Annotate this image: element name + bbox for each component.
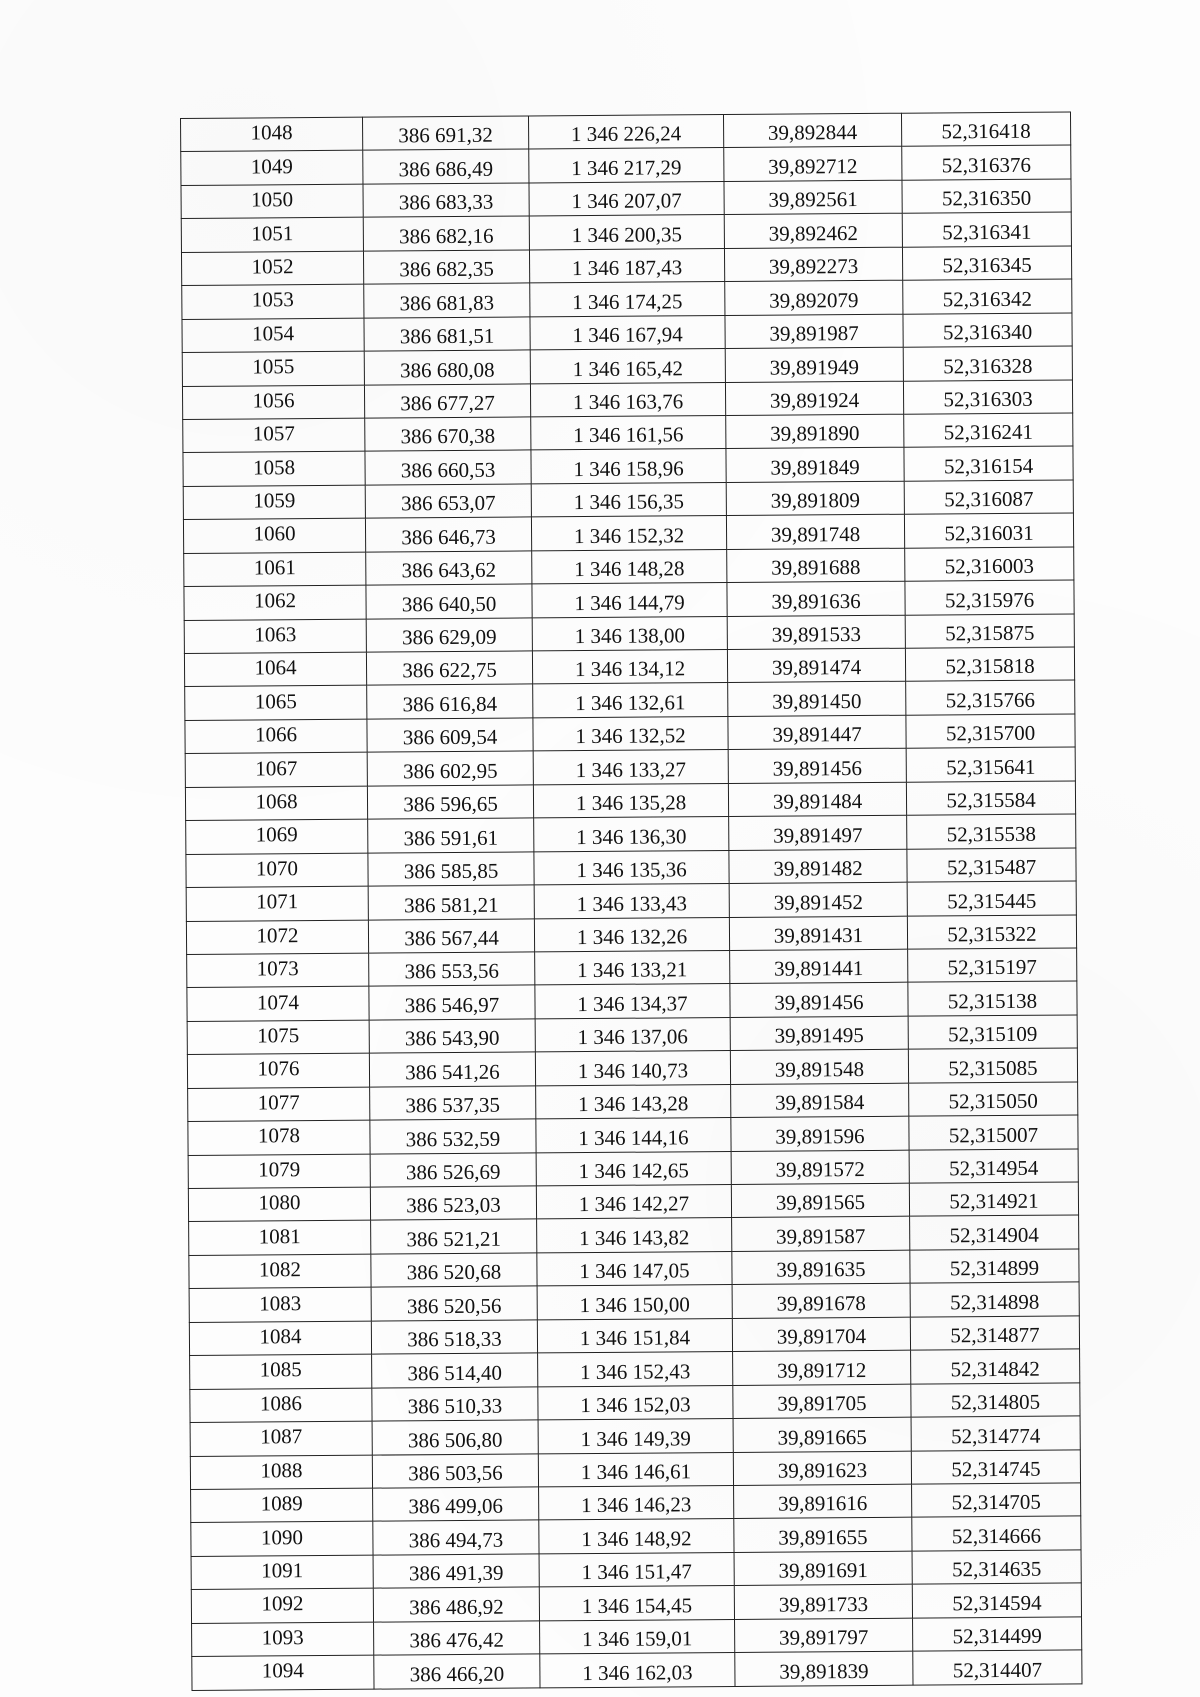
y-coordinate-cell: 1 346 135,36 bbox=[534, 850, 729, 885]
latitude-cell: 52,315197 bbox=[908, 948, 1077, 983]
x-coordinate-cell: 386 466,20 bbox=[374, 1654, 540, 1689]
y-coordinate-cell: 1 346 165,42 bbox=[530, 349, 725, 384]
y-coordinate-cell: 1 346 161,56 bbox=[531, 415, 726, 450]
y-coordinate-cell: 1 346 148,28 bbox=[532, 549, 727, 584]
point-number-cell: 1053 bbox=[182, 284, 364, 319]
point-number-cell: 1083 bbox=[189, 1287, 371, 1322]
latitude-cell: 52,314774 bbox=[911, 1416, 1080, 1451]
latitude-cell: 52,314745 bbox=[911, 1449, 1080, 1484]
point-number-cell: 1064 bbox=[184, 652, 366, 687]
x-coordinate-cell: 386 510,33 bbox=[372, 1387, 538, 1422]
longitude-cell: 39,891565 bbox=[731, 1183, 909, 1218]
y-coordinate-cell: 1 346 163,76 bbox=[530, 382, 725, 417]
latitude-cell: 52,316342 bbox=[903, 279, 1072, 314]
x-coordinate-cell: 386 567,44 bbox=[368, 918, 534, 953]
coordinates-table-body bbox=[181, 112, 1082, 1690]
longitude-cell: 39,891441 bbox=[730, 949, 908, 984]
latitude-cell: 52,315641 bbox=[906, 747, 1075, 782]
x-coordinate-cell: 386 581,21 bbox=[368, 885, 534, 920]
point-number-cell: 1091 bbox=[191, 1555, 373, 1590]
longitude-cell: 39,891456 bbox=[730, 983, 908, 1018]
x-coordinate-cell: 386 591,61 bbox=[368, 818, 534, 853]
point-number-cell: 1090 bbox=[191, 1521, 373, 1556]
latitude-cell: 52,315584 bbox=[906, 781, 1075, 816]
point-number-cell: 1076 bbox=[187, 1053, 369, 1088]
y-coordinate-cell: 1 346 200,35 bbox=[529, 215, 724, 250]
latitude-cell: 52,315538 bbox=[907, 814, 1076, 849]
latitude-cell: 52,314877 bbox=[910, 1316, 1079, 1351]
point-number-cell: 1082 bbox=[189, 1254, 371, 1289]
latitude-cell: 52,315976 bbox=[905, 580, 1074, 615]
point-number-cell: 1070 bbox=[186, 853, 368, 888]
x-coordinate-cell: 386 514,40 bbox=[372, 1353, 538, 1388]
x-coordinate-cell: 386 640,50 bbox=[366, 584, 532, 619]
latitude-cell: 52,316303 bbox=[903, 379, 1072, 414]
x-coordinate-cell: 386 691,32 bbox=[362, 116, 528, 151]
longitude-cell: 39,892079 bbox=[725, 280, 903, 315]
point-number-cell: 1079 bbox=[188, 1154, 370, 1189]
latitude-cell: 52,316241 bbox=[904, 413, 1073, 448]
x-coordinate-cell: 386 596,65 bbox=[367, 785, 533, 820]
point-number-cell: 1060 bbox=[183, 518, 365, 553]
x-coordinate-cell: 386 486,92 bbox=[373, 1587, 539, 1622]
x-coordinate-cell: 386 476,42 bbox=[374, 1621, 540, 1656]
point-number-cell: 1067 bbox=[185, 752, 367, 787]
point-number-cell: 1093 bbox=[192, 1622, 374, 1657]
x-coordinate-cell: 386 682,35 bbox=[363, 250, 529, 285]
point-number-cell: 1085 bbox=[190, 1354, 372, 1389]
y-coordinate-cell: 1 346 152,03 bbox=[538, 1385, 733, 1420]
latitude-cell: 52,316031 bbox=[904, 513, 1073, 548]
latitude-cell: 52,315050 bbox=[909, 1082, 1078, 1117]
point-number-cell: 1092 bbox=[191, 1588, 373, 1623]
latitude-cell: 52,316418 bbox=[901, 112, 1070, 147]
x-coordinate-cell: 386 602,95 bbox=[367, 751, 533, 786]
latitude-cell: 52,314407 bbox=[913, 1650, 1082, 1685]
longitude-cell: 39,891655 bbox=[734, 1518, 912, 1553]
x-coordinate-cell: 386 643,62 bbox=[366, 551, 532, 586]
longitude-cell: 39,891635 bbox=[732, 1250, 910, 1285]
y-coordinate-cell: 1 346 152,43 bbox=[538, 1352, 733, 1387]
latitude-cell: 52,315766 bbox=[906, 680, 1075, 715]
x-coordinate-cell: 386 609,54 bbox=[367, 718, 533, 753]
x-coordinate-cell: 386 546,97 bbox=[369, 985, 535, 1020]
y-coordinate-cell: 1 346 152,32 bbox=[531, 516, 726, 551]
point-number-cell: 1051 bbox=[181, 217, 363, 252]
point-number-cell: 1087 bbox=[190, 1421, 372, 1456]
y-coordinate-cell: 1 346 133,43 bbox=[534, 884, 729, 919]
longitude-cell: 39,891636 bbox=[727, 581, 905, 616]
y-coordinate-cell: 1 346 134,12 bbox=[532, 650, 727, 685]
point-number-cell: 1048 bbox=[181, 117, 363, 152]
y-coordinate-cell: 1 346 142,65 bbox=[536, 1151, 731, 1186]
point-number-cell: 1086 bbox=[190, 1388, 372, 1423]
y-coordinate-cell: 1 346 187,43 bbox=[529, 248, 724, 283]
longitude-cell: 39,891797 bbox=[735, 1618, 913, 1653]
longitude-cell: 39,891482 bbox=[729, 849, 907, 884]
point-number-cell: 1069 bbox=[186, 819, 368, 854]
x-coordinate-cell: 386 670,38 bbox=[365, 417, 531, 452]
point-number-cell: 1068 bbox=[185, 786, 367, 821]
x-coordinate-cell: 386 521,21 bbox=[371, 1219, 537, 1254]
x-coordinate-cell: 386 660,53 bbox=[365, 450, 531, 485]
x-coordinate-cell: 386 506,80 bbox=[372, 1420, 538, 1455]
point-number-cell: 1052 bbox=[181, 251, 363, 286]
latitude-cell: 52,316154 bbox=[904, 446, 1073, 481]
point-number-cell: 1059 bbox=[183, 485, 365, 520]
x-coordinate-cell: 386 616,84 bbox=[367, 684, 533, 719]
y-coordinate-cell: 1 346 132,26 bbox=[534, 917, 729, 952]
x-coordinate-cell: 386 532,59 bbox=[370, 1119, 536, 1154]
y-coordinate-cell: 1 346 144,79 bbox=[532, 583, 727, 618]
y-coordinate-cell: 1 346 167,94 bbox=[530, 315, 725, 350]
latitude-cell: 52,314921 bbox=[909, 1182, 1078, 1217]
y-coordinate-cell: 1 346 138,00 bbox=[532, 616, 727, 651]
latitude-cell: 52,315487 bbox=[907, 848, 1076, 883]
longitude-cell: 39,891839 bbox=[735, 1651, 913, 1686]
y-coordinate-cell: 1 346 217,29 bbox=[529, 148, 724, 183]
longitude-cell: 39,891548 bbox=[730, 1049, 908, 1084]
longitude-cell: 39,892273 bbox=[724, 247, 902, 282]
longitude-cell: 39,891704 bbox=[732, 1317, 910, 1352]
point-number-cell: 1057 bbox=[183, 418, 365, 453]
y-coordinate-cell: 1 346 151,84 bbox=[537, 1318, 732, 1353]
latitude-cell: 52,314842 bbox=[911, 1349, 1080, 1384]
point-number-cell: 1078 bbox=[188, 1120, 370, 1155]
y-coordinate-cell: 1 346 149,39 bbox=[538, 1419, 733, 1454]
point-number-cell: 1054 bbox=[182, 318, 364, 353]
point-number-cell: 1049 bbox=[181, 151, 363, 186]
point-number-cell: 1062 bbox=[184, 585, 366, 620]
longitude-cell: 39,891665 bbox=[733, 1417, 911, 1452]
longitude-cell: 39,891456 bbox=[728, 749, 906, 784]
latitude-cell: 52,315322 bbox=[907, 914, 1076, 949]
point-number-cell: 1056 bbox=[182, 385, 364, 420]
latitude-cell: 52,315007 bbox=[909, 1115, 1078, 1150]
y-coordinate-cell: 1 346 156,35 bbox=[531, 482, 726, 517]
x-coordinate-cell: 386 553,56 bbox=[369, 952, 535, 987]
longitude-cell: 39,891616 bbox=[734, 1484, 912, 1519]
latitude-cell: 52,315700 bbox=[906, 714, 1075, 749]
longitude-cell: 39,891890 bbox=[726, 414, 904, 449]
x-coordinate-cell: 386 653,07 bbox=[365, 484, 531, 519]
x-coordinate-cell: 386 646,73 bbox=[365, 517, 531, 552]
y-coordinate-cell: 1 346 142,27 bbox=[536, 1184, 731, 1219]
x-coordinate-cell: 386 681,51 bbox=[364, 317, 530, 352]
latitude-cell: 52,314635 bbox=[912, 1550, 1081, 1585]
point-number-cell: 1063 bbox=[184, 619, 366, 654]
latitude-cell: 52,314899 bbox=[910, 1249, 1079, 1284]
x-coordinate-cell: 386 680,08 bbox=[364, 350, 530, 385]
longitude-cell: 39,891748 bbox=[726, 514, 904, 549]
point-number-cell: 1073 bbox=[187, 953, 369, 988]
x-coordinate-cell: 386 520,68 bbox=[371, 1253, 537, 1288]
point-number-cell: 1089 bbox=[191, 1488, 373, 1523]
y-coordinate-cell: 1 346 132,61 bbox=[533, 683, 728, 718]
longitude-cell: 39,892844 bbox=[723, 113, 901, 148]
latitude-cell: 52,315818 bbox=[905, 647, 1074, 682]
y-coordinate-cell: 1 346 159,01 bbox=[540, 1619, 735, 1654]
longitude-cell: 39,891949 bbox=[725, 347, 903, 382]
longitude-cell: 39,891587 bbox=[732, 1217, 910, 1252]
y-coordinate-cell: 1 346 162,03 bbox=[540, 1653, 735, 1688]
longitude-cell: 39,891431 bbox=[729, 916, 907, 951]
x-coordinate-cell: 386 585,85 bbox=[368, 852, 534, 887]
point-number-cell: 1084 bbox=[189, 1321, 371, 1356]
x-coordinate-cell: 386 499,06 bbox=[373, 1487, 539, 1522]
latitude-cell: 52,316345 bbox=[902, 246, 1071, 281]
latitude-cell: 52,314904 bbox=[910, 1215, 1079, 1250]
latitude-cell: 52,316087 bbox=[904, 480, 1073, 515]
y-coordinate-cell: 1 346 226,24 bbox=[528, 115, 723, 150]
longitude-cell: 39,891572 bbox=[731, 1150, 909, 1185]
y-coordinate-cell: 1 346 133,21 bbox=[535, 950, 730, 985]
y-coordinate-cell: 1 346 146,61 bbox=[538, 1452, 733, 1487]
y-coordinate-cell: 1 346 143,28 bbox=[536, 1084, 731, 1119]
y-coordinate-cell: 1 346 132,52 bbox=[533, 716, 728, 751]
latitude-cell: 52,314898 bbox=[910, 1282, 1079, 1317]
x-coordinate-cell: 386 681,83 bbox=[364, 283, 530, 318]
y-coordinate-cell: 1 346 137,06 bbox=[535, 1017, 730, 1052]
latitude-cell: 52,315445 bbox=[907, 881, 1076, 916]
longitude-cell: 39,891495 bbox=[730, 1016, 908, 1051]
point-number-cell: 1055 bbox=[182, 351, 364, 386]
longitude-cell: 39,891712 bbox=[733, 1350, 911, 1385]
longitude-cell: 39,891452 bbox=[729, 882, 907, 917]
point-number-cell: 1072 bbox=[186, 920, 368, 955]
y-coordinate-cell: 1 346 174,25 bbox=[530, 282, 725, 317]
x-coordinate-cell: 386 494,73 bbox=[373, 1520, 539, 1555]
y-coordinate-cell: 1 346 148,92 bbox=[539, 1519, 734, 1554]
longitude-cell: 39,891533 bbox=[727, 615, 905, 650]
y-coordinate-cell: 1 346 150,00 bbox=[537, 1285, 732, 1320]
x-coordinate-cell: 386 677,27 bbox=[364, 383, 530, 418]
y-coordinate-cell: 1 346 140,73 bbox=[535, 1051, 730, 1086]
latitude-cell: 52,316003 bbox=[905, 547, 1074, 582]
longitude-cell: 39,891447 bbox=[728, 715, 906, 750]
longitude-cell: 39,891484 bbox=[728, 782, 906, 817]
point-number-cell: 1094 bbox=[192, 1655, 374, 1690]
point-number-cell: 1066 bbox=[185, 719, 367, 754]
x-coordinate-cell: 386 686,49 bbox=[363, 149, 529, 184]
point-number-cell: 1077 bbox=[188, 1087, 370, 1122]
y-coordinate-cell: 1 346 134,37 bbox=[535, 984, 730, 1019]
point-number-cell: 1061 bbox=[184, 552, 366, 587]
x-coordinate-cell: 386 523,03 bbox=[370, 1186, 536, 1221]
x-coordinate-cell: 386 503,56 bbox=[372, 1453, 538, 1488]
longitude-cell: 39,891584 bbox=[731, 1083, 909, 1118]
point-number-cell: 1081 bbox=[189, 1221, 371, 1256]
latitude-cell: 52,314666 bbox=[912, 1516, 1081, 1551]
y-coordinate-cell: 1 346 135,28 bbox=[533, 783, 728, 818]
latitude-cell: 52,314954 bbox=[909, 1149, 1078, 1184]
latitude-cell: 52,316376 bbox=[902, 145, 1071, 180]
y-coordinate-cell: 1 346 133,27 bbox=[533, 750, 728, 785]
point-number-cell: 1088 bbox=[190, 1455, 372, 1490]
latitude-cell: 52,315085 bbox=[908, 1048, 1077, 1083]
latitude-cell: 52,314705 bbox=[912, 1483, 1081, 1518]
longitude-cell: 39,892712 bbox=[724, 147, 902, 182]
y-coordinate-cell: 1 346 207,07 bbox=[529, 181, 724, 216]
longitude-cell: 39,892462 bbox=[724, 214, 902, 249]
y-coordinate-cell: 1 346 136,30 bbox=[534, 817, 729, 852]
latitude-cell: 52,315875 bbox=[905, 614, 1074, 649]
longitude-cell: 39,891596 bbox=[731, 1116, 909, 1151]
latitude-cell: 52,316340 bbox=[903, 313, 1072, 348]
latitude-cell: 52,314805 bbox=[911, 1383, 1080, 1418]
longitude-cell: 39,891450 bbox=[728, 682, 906, 717]
x-coordinate-cell: 386 682,16 bbox=[363, 216, 529, 251]
x-coordinate-cell: 386 526,69 bbox=[370, 1152, 536, 1187]
x-coordinate-cell: 386 520,56 bbox=[371, 1286, 537, 1321]
longitude-cell: 39,891849 bbox=[726, 448, 904, 483]
point-number-cell: 1074 bbox=[187, 987, 369, 1022]
point-number-cell: 1080 bbox=[188, 1187, 370, 1222]
x-coordinate-cell: 386 543,90 bbox=[369, 1019, 535, 1054]
longitude-cell: 39,891924 bbox=[725, 381, 903, 416]
latitude-cell: 52,314594 bbox=[912, 1583, 1081, 1618]
latitude-cell: 52,315138 bbox=[908, 981, 1077, 1016]
longitude-cell: 39,891705 bbox=[733, 1384, 911, 1419]
x-coordinate-cell: 386 541,26 bbox=[369, 1052, 535, 1087]
longitude-cell: 39,891474 bbox=[727, 648, 905, 683]
point-number-cell: 1071 bbox=[186, 886, 368, 921]
longitude-cell: 39,892561 bbox=[724, 180, 902, 215]
y-coordinate-cell: 1 346 146,23 bbox=[539, 1485, 734, 1520]
x-coordinate-cell: 386 537,35 bbox=[370, 1086, 536, 1121]
longitude-cell: 39,891987 bbox=[725, 314, 903, 349]
x-coordinate-cell: 386 518,33 bbox=[371, 1320, 537, 1355]
y-coordinate-cell: 1 346 154,45 bbox=[539, 1586, 734, 1621]
x-coordinate-cell: 386 683,33 bbox=[363, 183, 529, 218]
y-coordinate-cell: 1 346 158,96 bbox=[531, 449, 726, 484]
longitude-cell: 39,891691 bbox=[734, 1551, 912, 1586]
latitude-cell: 52,316350 bbox=[902, 179, 1071, 214]
point-number-cell: 1050 bbox=[181, 184, 363, 219]
x-coordinate-cell: 386 629,09 bbox=[366, 617, 532, 652]
longitude-cell: 39,891623 bbox=[733, 1451, 911, 1486]
x-coordinate-cell: 386 491,39 bbox=[373, 1554, 539, 1589]
longitude-cell: 39,891688 bbox=[727, 548, 905, 583]
y-coordinate-cell: 1 346 147,05 bbox=[537, 1251, 732, 1286]
point-number-cell: 1065 bbox=[185, 686, 367, 721]
y-coordinate-cell: 1 346 143,82 bbox=[537, 1218, 732, 1253]
longitude-cell: 39,891733 bbox=[734, 1584, 912, 1619]
coordinates-table bbox=[180, 111, 1083, 1690]
point-number-cell: 1075 bbox=[187, 1020, 369, 1055]
y-coordinate-cell: 1 346 144,16 bbox=[536, 1118, 731, 1153]
latitude-cell: 52,315109 bbox=[908, 1015, 1077, 1050]
latitude-cell: 52,316341 bbox=[902, 212, 1071, 247]
y-coordinate-cell: 1 346 151,47 bbox=[539, 1552, 734, 1587]
longitude-cell: 39,891497 bbox=[729, 815, 907, 850]
latitude-cell: 52,316328 bbox=[903, 346, 1072, 381]
longitude-cell: 39,891678 bbox=[732, 1283, 910, 1318]
longitude-cell: 39,891809 bbox=[726, 481, 904, 516]
point-number-cell: 1058 bbox=[183, 452, 365, 487]
latitude-cell: 52,314499 bbox=[913, 1617, 1082, 1652]
x-coordinate-cell: 386 622,75 bbox=[366, 651, 532, 686]
table-row bbox=[192, 1650, 1082, 1690]
